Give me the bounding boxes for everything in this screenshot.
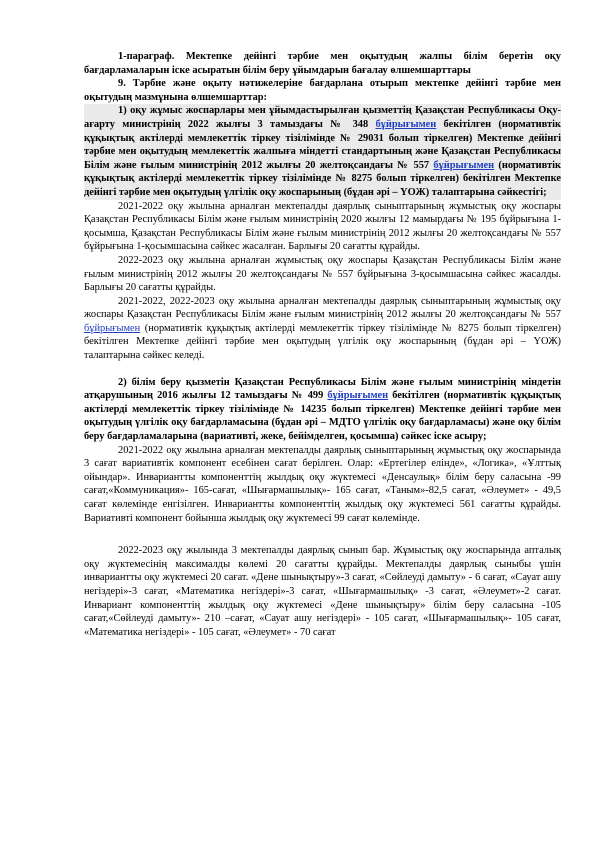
paragraph-variative-component: 2021-2022 оқу жылына арналған мектепалды даярлық сыныптарының жұмыстық оқу жоспарында 3 сағат вариативтік компонент есебінен сағат берілген. Олар: «Ертегілер елінде», «Логика», «Ұлттық ойындар». Инвариантты компоненттің жылдық оқу жүктемесі «Денсаулық» білім беру саласына -99 сағат,«Коммуникация»- 165-сағат, «Шығармашылық»- 165 сағат, «Таным»-82,5 сағат, «Әлеумет» - 49,5 сағат көлемінде енгізілген. Инвариантты компоненттің жылдық оқу жүктемесі 561 сағатты құрайды. Вариативті компонент бойынша жылдық оқу жүктемесі 99 сағат көлемінде. [84, 444, 561, 524]
item-1-text-c: (нормативтік құқықтық актілерді мемлекеттік тіркеу тізілімінде № 8275 болып тіркелген) бекітілген Мектепке дейінгі тәрбие мен оқытудың үлгілік оқу жоспарының (бұдан әрі – ҮОЖ) талаптарына сәйкестігі; [84, 159, 562, 198]
paragraph-conformity-text-a: 2021-2022, 2022-2023 оқу жылына арналған мектепалды даярлық сыныптарының жұмыстық оқу жоспары Қазақстан Республикасы Білім және ғылым министрінің 2012 жылғы 20 желтоқсандағы № 557 [84, 295, 561, 321]
item-1-text-b: бекітілген (нормативтік құқықтық актілерді мемлекеттік тіркеу тізілімінде № 29031 болып тіркелген) Мектепке дейінгі тәрбие мен оқытудың мемлекеттік жалпыға міндетті стандартының және Қазақстан Республикасы Білім және ғылым министрінің 2012 жылғы 20 желтоқсандағы № 557 [84, 118, 561, 171]
paragraph-2022-2023-plan: 2022-2023 оқу жылына арналған жұмыстық оқу жоспары Қазақстан Республикасы Білім және ғылым министрінің 2012 жылғы 20 желтоқсандағы № 557 бұйрығына 3-қосымшасына сәйкес жасалды. Барлығы 20 сағатты құрайды. [84, 254, 561, 294]
paragraph-2021-2022-plan: 2021-2022 оқу жылына арналған мектепалды даярлық сыныптарының жұмыстық оқу жоспары Қазақстан Республикасы Білім және ғылым министрінің 2020 жылғы 12 мамырдағы № 195 бұйрығына 1-қосымша, Қазақстан Республикасы Білім және ғылым министрінің 2012 жылғы 20 желтоқсандағы № 557 бұйрығына 1-қосымшасына сәйкес жасалған. Барлығы 20 сағатты құрайды. [84, 200, 561, 253]
paragraph-conformity [84, 295, 561, 363]
item-2-text-a: 2) білім беру қызметін Қазақстан Республикасы Білім және ғылым министрінің міндетін атқарушының 2016 жылғы 12 тамыздағы № 499 [84, 376, 561, 402]
item-2 [84, 376, 561, 444]
item-2-text-b: бекітілген (нормативтік құқықтық актілерді мемлекеттік тіркеу тізілімінде № 14235 болып тіркелген) Мектепке дейінгі тәрбие мен оқытудың үлгілік оқу бағдарламасына (бұдан әрі – МДТО үлгілік оқу бағдарламасы) және оқу білім беру бағдарламаларына (вариативті, жеке, бейімделген, қосымша) сәйкес іске асыру; [84, 390, 561, 443]
order-link[interactable]: бұйрығымен [433, 159, 495, 171]
paragraph-2022-2023-classes: 2022-2023 оқу жылында 3 мектепалды даярлық сынып бар. Жұмыстық оқу жоспарында апталық оқу жүктемесінің максималды көлемі 20 сағатты құрайды. Мектепалды даярлық сыныбы үшін инвариантты оқу жүктемесі 20 сағат. «Дене шынықтыру»-3 сағат, «Сөйлеуді дамыту» - 6 сағат, «Сауат ашу негіздері»-3 сағат, «Математика негіздері»-3 сағат, «Шығармашылық» -3 сағат, «Әлеумет»-2 сағат. Инвариант компоненттің жылдық оқу жүктемесі «Дене шынықтыру» білім беру саласына -105 сағат,«Сөйлеуді дамыту»- 210 –сағат, «Сауат ашу негіздері» - 105 сағат, «Шығармашылық»- 105 сағат, «Математика негіздері» - 105 сағат, «Әлеумет» - 70 сағат [84, 545, 561, 638]
item-1-text-a: 1) оқу жұмыс жоспарлары мен ұйымдастырылған қызметтің Қазақстан Республикасы Оқу-ағарту министрінің 2022 жылғы 3 тамыздағы № 348 [84, 105, 561, 130]
item-1 [84, 104, 561, 199]
paragraph-conformity-text-b: (нормативтік құқықтық актілерді мемлекеттік тіркеу тізілімінде № 8275 болып тіркелген) бекітілген Мектепке дейінгі тәрбие мен оқытудың үлгілік оқу жоспарының (бұдан әрі – ҮОЖ) талаптарына сәйкес келеді. [84, 322, 561, 362]
order-link[interactable]: бұйрығымен [84, 322, 141, 334]
clause-9: 9. Тәрбие және оқыту нәтижелеріне бағдарлана отырып мектепке дейінгі тәрбие мен оқытудың мазмұнына өлшемшарттар: [84, 78, 561, 103]
order-link[interactable]: бұйрығымен [327, 390, 389, 402]
order-link[interactable]: бұйрығымен [375, 118, 437, 130]
section-heading: 1-параграф. Мектепке дейінгі тәрбие мен оқытудың жалпы білім беретін оқу бағдарламаларын іске асыратын білім беру ұйымдарын бағалау өлшемшарттары [84, 51, 561, 76]
